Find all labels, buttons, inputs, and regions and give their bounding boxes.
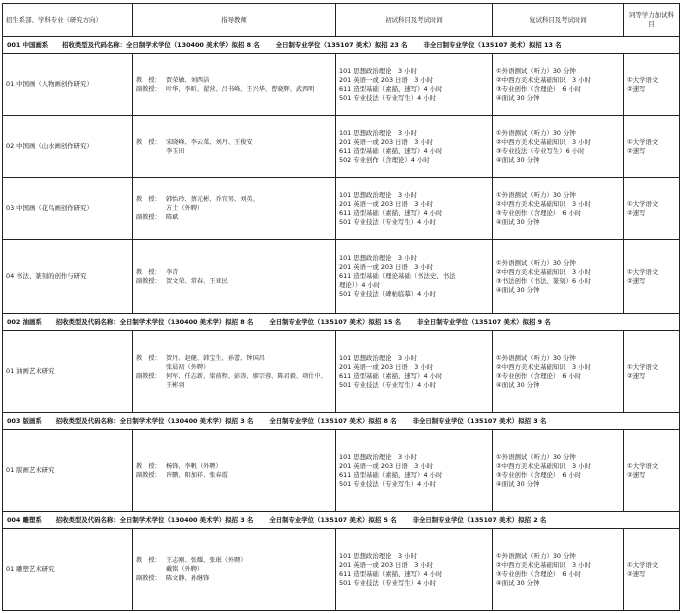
faculty-line xyxy=(136,471,332,480)
faculty-title xyxy=(136,363,166,372)
exam-cell xyxy=(336,178,493,240)
section-parttime-quota: 非全日制专业学位（135107 美术）拟招 2 名 xyxy=(412,515,547,524)
exam-subject: 201 英语一或 203 日语 3 小时 xyxy=(339,263,434,271)
additional-subject: ②速写 xyxy=(627,84,646,93)
faculty-line xyxy=(136,268,332,277)
retest-subject: ③专业创作（含理论） 6 小时 xyxy=(496,84,582,93)
retest-subject: ③专业技法（专业写生）6 小时 xyxy=(496,146,585,155)
retest-subject: ②中西方美术史基础知识 3 小时 xyxy=(496,75,591,84)
exam-subject: 611 造型基础（理论基础（书法史、书法 xyxy=(339,272,456,280)
exam-subject: 501 专业技法（专业写生）4 小时 xyxy=(339,93,437,102)
faculty-line xyxy=(136,556,332,565)
section-code: 001 中国画系 xyxy=(7,40,49,49)
section-academic-quota: 全日制学术学位（130400 美术学）拟招 8 名 xyxy=(126,40,260,49)
section-parttime-quota: 非全日制专业学位（135107 美术）拟招 3 名 xyxy=(412,416,547,425)
additional-cell xyxy=(624,178,680,240)
section-parttime-quota: 非全日制专业学位（135107 美术）拟招 13 名 xyxy=(423,40,562,49)
faculty-names: 宋晓峰、李云菜、刘丹、王俊安 xyxy=(166,138,253,146)
faculty-names: 叶华、李昕、翟营、吕书峰、王兴华、曹晓辉、武西明 xyxy=(166,85,315,93)
exam-subject: 501 专业技法（专业写生）4 小时 xyxy=(339,380,437,389)
program-row xyxy=(3,178,680,240)
retest-subject: ②中西方美术史基础知识 3 小时 xyxy=(496,267,591,276)
faculty-line xyxy=(136,85,332,94)
retest-subject: ①外语测试（听力）30 分钟 xyxy=(496,66,576,75)
additional-subject: ①大学语文 xyxy=(627,461,659,470)
faculty-line xyxy=(136,213,332,222)
header-exam: 初试科目及考试时间 xyxy=(336,4,493,37)
exam-subject: 201 英语一或 203 日语 3 小时 xyxy=(339,75,434,84)
retest-subject: ④面试 30 分钟 xyxy=(496,578,540,587)
program-row xyxy=(3,240,680,314)
faculty-names: 杨锋、李帆（外聘） xyxy=(166,462,222,470)
faculty-title: 教 授： xyxy=(136,268,161,276)
research-direction: 03 中国画（花鸟画创作研究） xyxy=(3,178,133,240)
program-row xyxy=(3,54,680,116)
retest-cell xyxy=(493,331,624,413)
program-row xyxy=(3,529,680,611)
exam-cell xyxy=(336,240,493,314)
faculty-title: 教 授： xyxy=(136,196,161,203)
retest-subject: ④面试 30 分钟 xyxy=(496,217,540,226)
retest-subject: ③专业创作（含理论） 6 小时 xyxy=(496,470,582,479)
faculty-line xyxy=(136,277,332,286)
exam-cell xyxy=(336,529,493,611)
additional-subject: ①大学语文 xyxy=(627,267,659,276)
exam-cell xyxy=(336,116,493,178)
section-row xyxy=(3,37,680,54)
exam-subject: 201 英语一或 203 日语 3 小时 xyxy=(339,362,434,371)
additional-subject: ①大学语文 xyxy=(627,560,659,569)
header-faculty: 指导教师 xyxy=(133,4,336,37)
faculty-names: 韩怡玲、蔡元彬、乔宜男、刘英、 xyxy=(166,196,259,203)
section-type-label: 招收类型及代码名称： xyxy=(62,40,127,49)
faculty-cell xyxy=(133,529,336,611)
section-code: 003 版画系 xyxy=(7,416,42,425)
section-academic-quota: 全日制学术学位（130400 美术学）拟招 3 名 xyxy=(119,416,254,425)
faculty-names: 陈文静、孙继锋 xyxy=(166,575,210,582)
faculty-cell xyxy=(133,54,336,116)
program-row xyxy=(3,331,680,413)
section-code: 004 雕塑系 xyxy=(7,515,42,524)
additional-cell xyxy=(624,331,680,413)
retest-subject: ④面试 30 分钟 xyxy=(496,93,540,102)
retest-cell xyxy=(493,116,624,178)
section-row xyxy=(3,413,680,430)
faculty-names: 何军、任志新、梁前程、彭涛、廖宗蓉、陈君毅、项仕中、王彬羽 xyxy=(166,372,327,389)
faculty-line xyxy=(136,76,332,85)
program-row xyxy=(3,430,680,512)
research-direction: 01 中国画（人物画创作研究） xyxy=(3,54,133,116)
exam-subject: 101 思想政治理论 3 小时 xyxy=(339,254,417,262)
exam-subject: 611 造型基础（素描、速写）4 小时 xyxy=(339,84,443,93)
exam-subject: 101 思想政治理论 3 小时 xyxy=(339,551,417,560)
faculty-title: 副教授： xyxy=(136,277,161,285)
faculty-line xyxy=(136,565,332,574)
section-code: 002 油画系 xyxy=(7,317,42,326)
retest-subject: ②中西方美术史基础知识 3 小时 xyxy=(496,362,591,371)
retest-subject: ①外语测试（听力）30 分钟 xyxy=(496,128,576,137)
faculty-names: 贺文荣、常春、王亚民 xyxy=(166,277,228,285)
faculty-line xyxy=(136,574,332,583)
exam-subject: 611 造型基础（素描、速写）4 小时 xyxy=(339,371,443,380)
exam-subject: 501 专业技法（专业写生）4 小时 xyxy=(339,217,437,226)
section-header xyxy=(3,37,680,54)
header-retest: 复试科目及考试时间 xyxy=(493,4,624,37)
section-row xyxy=(3,314,680,331)
faculty-line xyxy=(136,204,332,213)
additional-subject: ①大学语文 xyxy=(627,199,659,208)
header-row xyxy=(3,4,680,37)
faculty-title xyxy=(136,147,166,156)
retest-subject: ②中西方美术史基础知识 3 小时 xyxy=(496,461,591,470)
research-direction: 02 中国画（山水画创作研究） xyxy=(3,116,133,178)
section-header xyxy=(3,314,680,331)
section-professional-quota: 全日制专业学位（135107 美术）拟招 8 名 xyxy=(269,416,397,425)
exam-subject: 201 英语一或 203 日语 3 小时 xyxy=(339,137,434,146)
exam-subject: 理论））4 小时 xyxy=(339,281,381,289)
program-row xyxy=(3,116,680,178)
additional-cell xyxy=(624,54,680,116)
faculty-line xyxy=(136,372,332,390)
section-row xyxy=(3,512,680,529)
section-professional-quota: 全日制专业学位（135107 美术）拟招 15 名 xyxy=(269,317,402,326)
retest-cell xyxy=(493,430,624,512)
retest-cell xyxy=(493,529,624,611)
retest-subject: ①外语测试（听力）30 分钟 xyxy=(496,353,576,362)
section-type-label: 招收类型及代码名称： xyxy=(55,317,120,326)
exam-subject: 101 思想政治理论 3 小时 xyxy=(339,353,417,362)
faculty-cell xyxy=(133,430,336,512)
faculty-title: 教 授： xyxy=(136,354,161,362)
faculty-title: 副教授： xyxy=(136,214,161,221)
retest-subject: ④面试 30 分钟 xyxy=(496,285,540,294)
additional-subject: ②速写 xyxy=(627,569,646,578)
additional-subject: ②速写 xyxy=(627,470,646,479)
faculty-title: 副教授： xyxy=(136,85,161,93)
faculty-names: 张晨初（外聘） xyxy=(166,363,210,371)
exam-subject: 101 思想政治理论 3 小时 xyxy=(339,128,417,137)
faculty-cell xyxy=(133,116,336,178)
faculty-line xyxy=(136,462,332,471)
faculty-line xyxy=(136,138,332,147)
faculty-names: 贺丹、赵健、韩宝生、孙蕾、钟国昌 xyxy=(166,354,265,362)
faculty-names: 戴铭（外聘） xyxy=(166,566,204,573)
additional-cell xyxy=(624,240,680,314)
section-academic-quota: 全日制学术学位（130400 美术学）拟招 8 名 xyxy=(119,317,254,326)
additional-cell xyxy=(624,430,680,512)
retest-subject: ②中西方美术史基础知识 3 小时 xyxy=(496,199,591,208)
faculty-cell xyxy=(133,240,336,314)
faculty-names: 李玉田 xyxy=(166,147,185,155)
faculty-cell xyxy=(133,178,336,240)
section-header xyxy=(3,512,680,529)
faculty-names: 许鹏、阳加祥、张春霞 xyxy=(166,471,228,479)
retest-subject: ④面试 30 分钟 xyxy=(496,380,540,389)
retest-subject: ③书法创作（书法、篆刻）6 小时 xyxy=(496,276,591,285)
exam-subject: 101 思想政治理论 3 小时 xyxy=(339,452,417,461)
exam-subject: 611 造型基础（素描、速写）4 小时 xyxy=(339,470,443,479)
additional-subject: ②速写 xyxy=(627,276,646,285)
exam-subject: 611 造型基础（素描、速写）4 小时 xyxy=(339,569,443,578)
retest-subject: ①外语测试（听力）30 分钟 xyxy=(496,551,576,560)
faculty-line xyxy=(136,354,332,363)
exam-subject: 101 思想政治理论 3 小时 xyxy=(339,66,417,75)
retest-subject: ③专业创作（含理论） 6 小时 xyxy=(496,208,582,217)
retest-cell xyxy=(493,240,624,314)
exam-subject: 611 造型基础（素描、速写）4 小时 xyxy=(339,146,443,155)
faculty-line xyxy=(136,147,332,156)
faculty-names: 陈斌 xyxy=(166,214,179,221)
exam-subject: 201 英语一或 203 日语 3 小时 xyxy=(339,199,434,208)
additional-cell xyxy=(624,529,680,611)
retest-subject: ④面试 30 分钟 xyxy=(496,155,540,164)
header-direction: 招生系部、学科专业（研究方向） xyxy=(3,4,133,37)
research-direction: 01 油画艺术研究 xyxy=(3,331,133,413)
faculty-names: 李青 xyxy=(166,268,179,276)
faculty-title: 副教授： xyxy=(136,575,161,582)
faculty-names: 王志刚、张耀、张珉（外聘） xyxy=(166,557,247,564)
retest-subject: ③专业创作（含理论） 6 小时 xyxy=(496,371,582,380)
retest-subject: ①外语测试（听力）30 分钟 xyxy=(496,258,576,267)
additional-subject: ①大学语文 xyxy=(627,75,659,84)
retest-subject: ①外语测试（听力）30 分钟 xyxy=(496,190,576,199)
faculty-title xyxy=(136,565,166,574)
faculty-cell xyxy=(133,331,336,413)
retest-subject: ①外语测试（听力）30 分钟 xyxy=(496,452,576,461)
faculty-line xyxy=(136,195,332,204)
section-header xyxy=(3,413,680,430)
faculty-title: 教 授： xyxy=(136,557,161,564)
research-direction: 01 雕塑艺术研究 xyxy=(3,529,133,611)
research-direction: 01 版画艺术研究 xyxy=(3,430,133,512)
additional-cell xyxy=(624,116,680,178)
retest-cell xyxy=(493,54,624,116)
exam-cell xyxy=(336,331,493,413)
additional-subject: ①大学语文 xyxy=(627,362,659,371)
exam-subject: 501 专业技法（专业写生）4 小时 xyxy=(339,578,437,587)
retest-subject: ③专业创作（含理论） 6 小时 xyxy=(496,569,582,578)
faculty-names: 贾荣敏、刘西洁 xyxy=(166,76,210,84)
faculty-names: 方土（外聘） xyxy=(166,205,204,212)
research-direction: 04 书法、篆刻的创作与研究 xyxy=(3,240,133,314)
table-body xyxy=(3,37,680,611)
exam-subject: 501 专业技法（专业写生）4 小时 xyxy=(339,479,437,488)
exam-subject: 502 专业创作（含理论）4 小时 xyxy=(339,155,430,164)
retest-subject: ④面试 30 分钟 xyxy=(496,479,540,488)
section-professional-quota: 全日制专业学位（135107 美术）拟招 5 名 xyxy=(269,515,397,524)
additional-subject: ②速写 xyxy=(627,371,646,380)
exam-subject: 201 英语一或 203 日语 3 小时 xyxy=(339,560,434,569)
additional-subject: ②速写 xyxy=(627,208,646,217)
faculty-title xyxy=(136,204,166,213)
faculty-title: 教 授： xyxy=(136,462,161,470)
faculty-line xyxy=(136,363,332,372)
additional-subject: ②速写 xyxy=(627,146,646,155)
faculty-title: 副教授： xyxy=(136,471,161,479)
exam-subject: 611 造型基础（素描、速写）4 小时 xyxy=(339,208,443,217)
admissions-table xyxy=(2,3,680,611)
section-type-label: 招收类型及代码名称： xyxy=(55,416,120,425)
exam-cell xyxy=(336,430,493,512)
exam-subject: 101 思想政治理论 3 小时 xyxy=(339,190,417,199)
retest-subject: ②中西方美术史基础知识 3 小时 xyxy=(496,560,591,569)
retest-subject: ②中西方美术史基础知识 3 小时 xyxy=(496,137,591,146)
faculty-title: 副教授： xyxy=(136,372,161,380)
exam-subject: 201 英语一或 203 日语 3 小时 xyxy=(339,461,434,470)
retest-cell xyxy=(493,178,624,240)
exam-subject: 501 专业技法（碑帖临摹）4 小时 xyxy=(339,290,437,298)
section-professional-quota: 全日制专业学位（135107 美术）拟招 23 名 xyxy=(275,40,408,49)
section-type-label: 招收类型及代码名称： xyxy=(55,515,120,524)
faculty-title: 教 授： xyxy=(136,76,161,84)
exam-cell xyxy=(336,54,493,116)
faculty-title: 教 授： xyxy=(136,138,161,146)
section-parttime-quota: 非全日制专业学位（135107 美术）拟招 9 名 xyxy=(417,317,551,326)
additional-subject: ①大学语文 xyxy=(627,137,659,146)
section-academic-quota: 全日制学术学位（130400 美术学）拟招 3 名 xyxy=(119,515,254,524)
header-additional: 同等学力加试科目 xyxy=(624,4,680,37)
